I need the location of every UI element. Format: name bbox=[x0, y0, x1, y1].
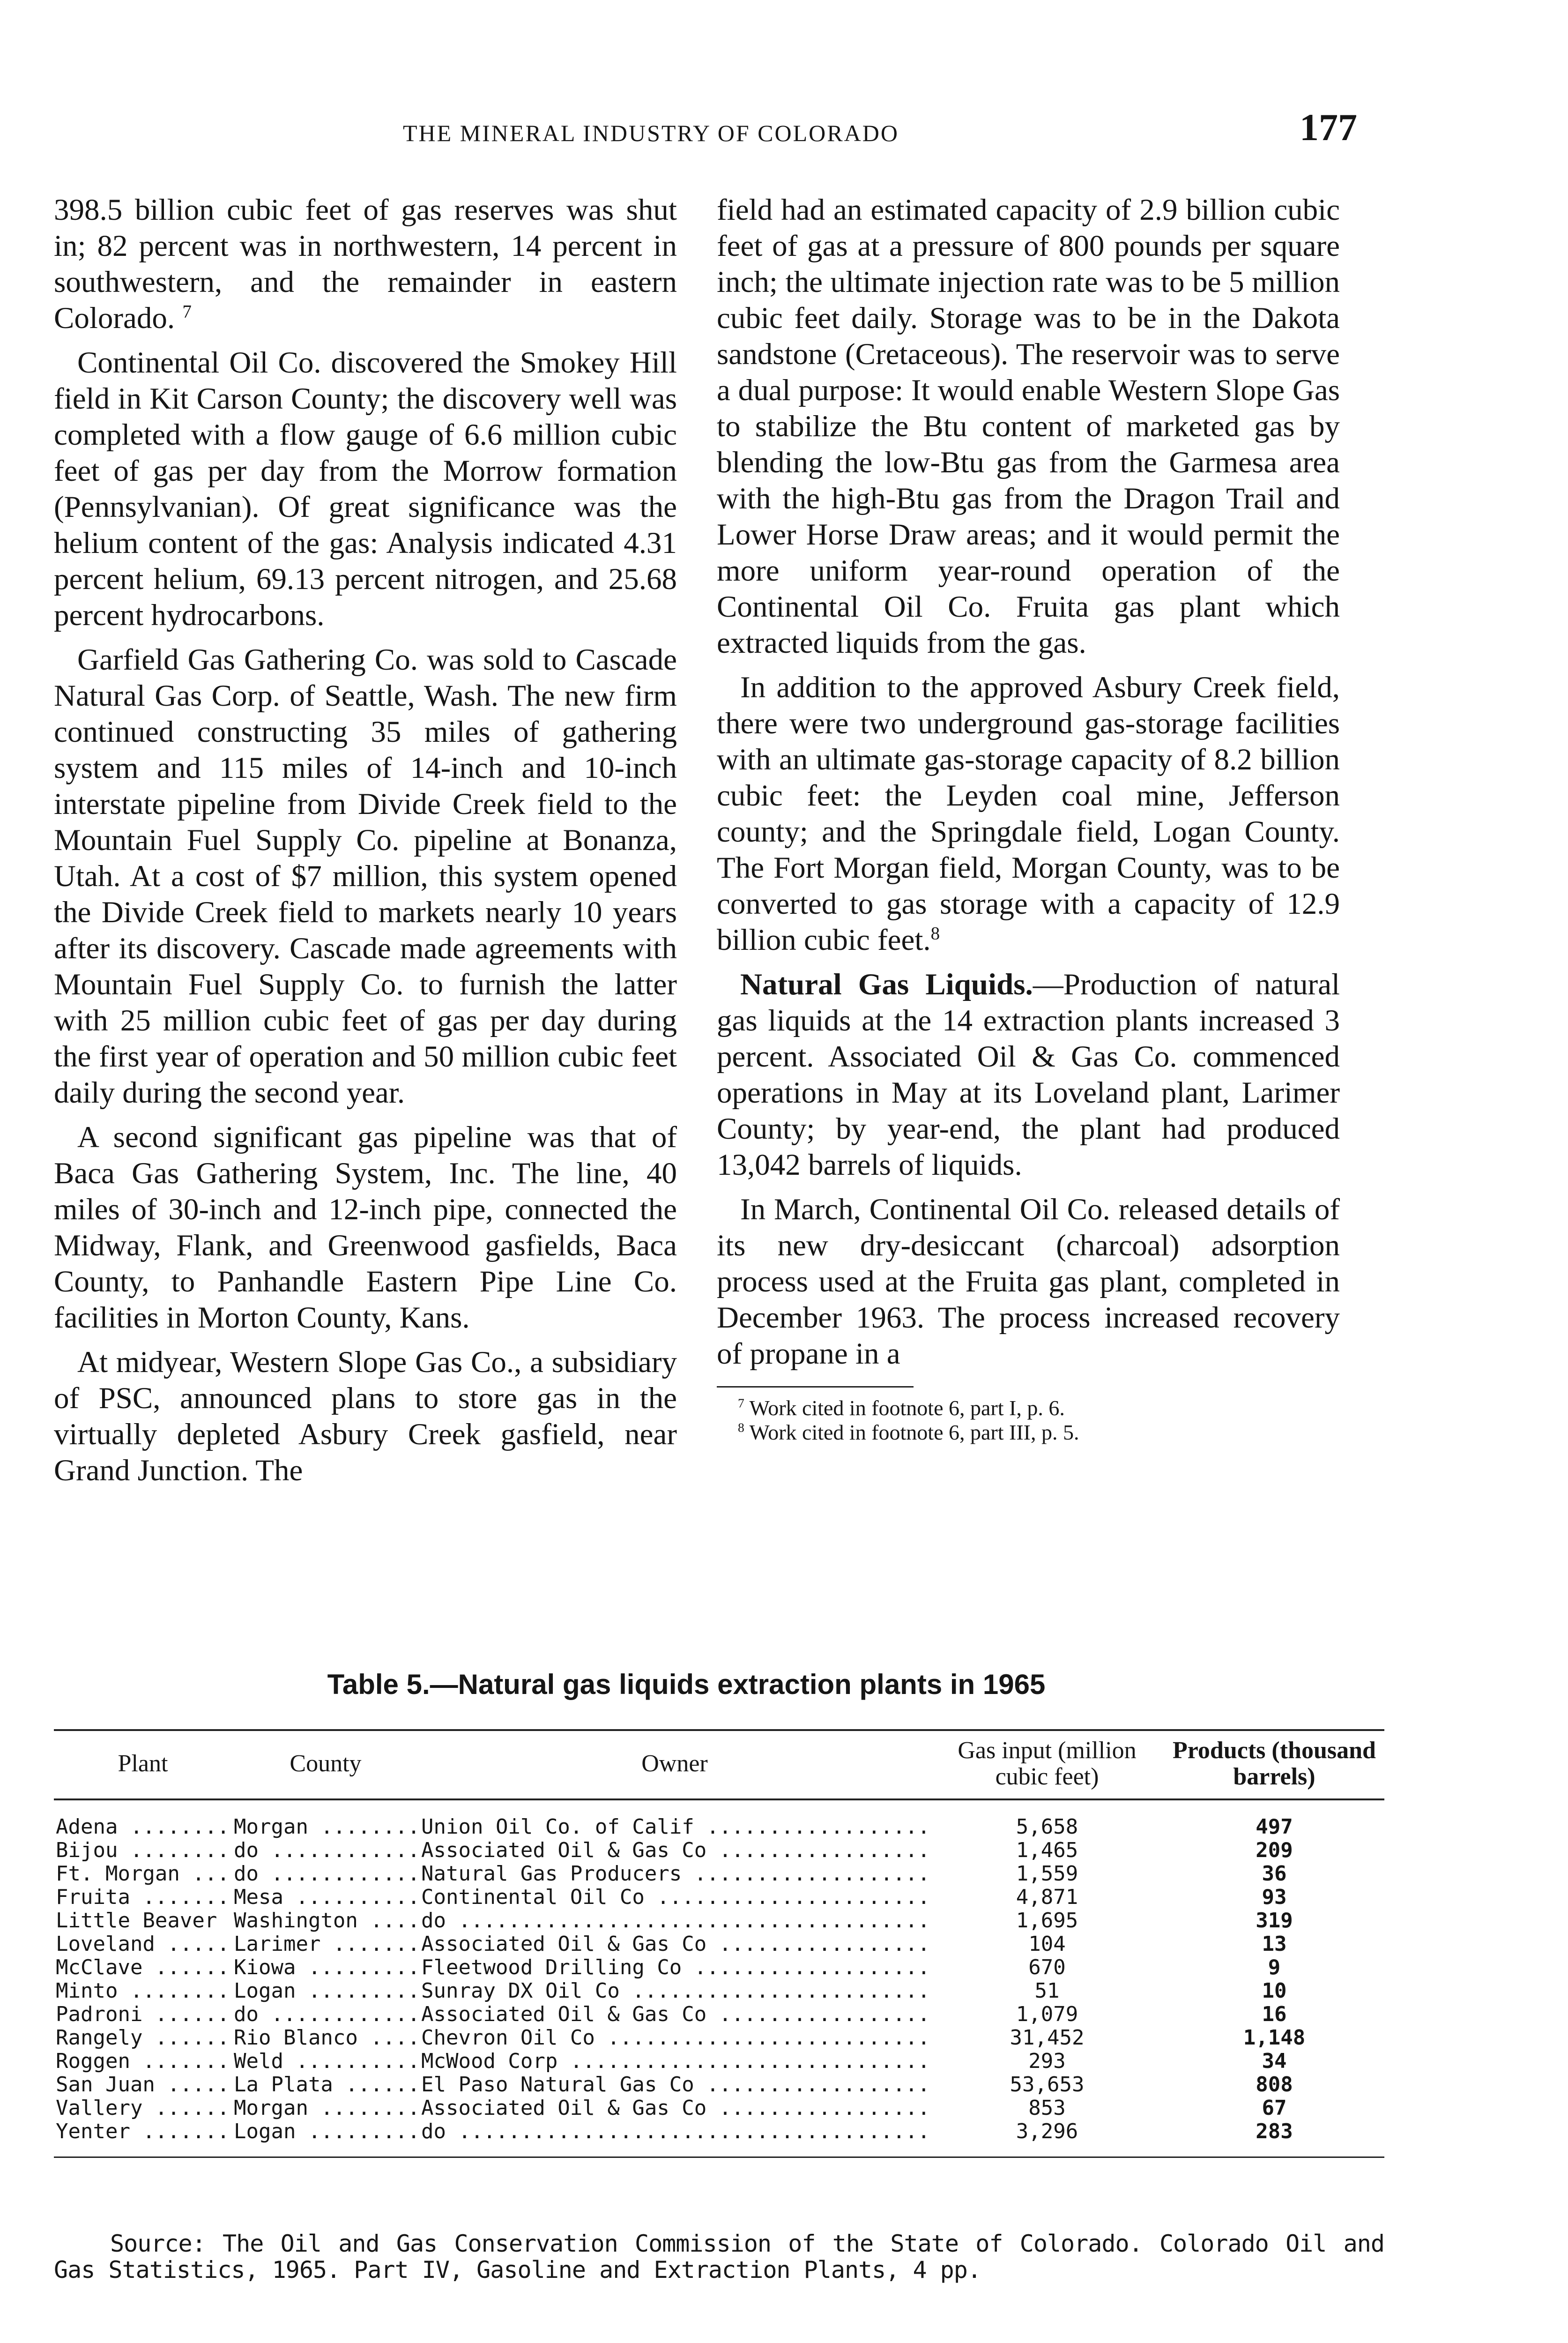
cell-plant-text: Adena ..... bbox=[56, 1815, 232, 1839]
footnote-mark: 8 bbox=[738, 1420, 744, 1435]
cell-owner bbox=[419, 2073, 930, 2097]
cell-gas-input: 1,465 bbox=[1016, 1839, 1078, 1862]
cell-products: 1,148 bbox=[1243, 2026, 1306, 2050]
cell-county-text: Morgan ..... bbox=[234, 1815, 419, 1839]
cell-owner-text: Union Oil Co. of Calif ..... bbox=[421, 1815, 930, 1839]
footnote bbox=[717, 1420, 1340, 1445]
left-column bbox=[54, 192, 677, 1497]
header-gas-input: Gas input (million cubic feet) bbox=[930, 1730, 1164, 1799]
cell-owner-text: Chevron Oil Co ..... bbox=[421, 2026, 930, 2050]
footnote-ref: 8 bbox=[930, 923, 940, 944]
table-row bbox=[54, 2097, 1384, 2120]
extraction-plants-table bbox=[54, 1729, 1384, 2158]
cell-owner bbox=[419, 2097, 930, 2120]
table-row bbox=[54, 2120, 1384, 2157]
cell-county bbox=[232, 1862, 419, 1886]
cell-products: 93 bbox=[1262, 1886, 1287, 1909]
page-number: 177 bbox=[1300, 106, 1357, 149]
cell-plant-text: Rangely ..... bbox=[56, 2026, 232, 2050]
footnote-text: Work cited in footnote 6, part I, p. 6. bbox=[749, 1396, 1065, 1420]
cell-plant bbox=[54, 1979, 232, 2003]
cell-gas-input: 670 bbox=[1028, 1956, 1066, 1979]
footnote-ref: 7 bbox=[182, 301, 192, 322]
footnotes bbox=[717, 1396, 1340, 1445]
table-source-note bbox=[54, 2231, 1384, 2283]
cell-plant bbox=[54, 2073, 232, 2097]
cell-owner-text: Associated Oil & Gas Co ..... bbox=[421, 1933, 930, 1956]
table-body bbox=[54, 1799, 1384, 2157]
cell-plant-text: Vallery ..... bbox=[56, 2097, 232, 2120]
source-text: Source: The Oil and Gas Conservation Commission of the State of Colorado. Colorado Oil and Gas Statistics, 1965. Part IV, Gasoline and Extraction Plants, 4 pp. bbox=[54, 2230, 1384, 2283]
cell-plant-text: Padroni ..... bbox=[56, 2003, 232, 2026]
paragraph bbox=[54, 192, 677, 336]
paragraph: Garfield Gas Gathering Co. was sold to Cascade Natural Gas Corp. of Seattle, Wash. The new firm continued constructing 35 miles of gathering system and 115 miles of 14-inch and 10-inch interstate pipeline from Divide Creek field to the Mountain Fuel Supply Co. pipeline at Bonanza, Utah. At a cost of $7 million, this system opened the Divide Creek field to markets nearly 10 years after its discovery. Cascade made agreements with Mountain Fuel Supply Co. to furnish the latter with 25 million cubic feet of gas per day during the first year of operation and 50 million cubic feet daily during the second year. bbox=[54, 643, 677, 1110]
cell-gas-input: 3,296 bbox=[930, 2120, 1164, 2157]
cell-county bbox=[232, 2026, 419, 2050]
table-row bbox=[54, 1862, 1384, 1886]
cell-county-text: Logan ..... bbox=[234, 2120, 419, 2143]
cell-products: 808 bbox=[1256, 2073, 1293, 2097]
table-row bbox=[54, 1909, 1384, 1933]
running-head: THE MINERAL INDUSTRY OF COLORADO bbox=[403, 120, 899, 146]
table-row bbox=[54, 1839, 1384, 1862]
cell-gas-input: 293 bbox=[1028, 2050, 1066, 2073]
cell-owner-text: Fleetwood Drilling Co ..... bbox=[421, 1956, 930, 1979]
cell-plant-text: Minto ..... bbox=[56, 1979, 232, 2003]
cell-county-text: Morgan ..... bbox=[234, 2097, 419, 2120]
cell-plant bbox=[54, 2003, 232, 2026]
cell-owner bbox=[419, 1956, 930, 1979]
table-row bbox=[54, 1799, 1384, 1839]
cell-owner-text: McWood Corp ..... bbox=[421, 2050, 930, 2073]
footnote bbox=[717, 1396, 1340, 1420]
cell-plant-text: Yenter ..... bbox=[56, 2120, 232, 2143]
paragraph: At midyear, Western Slope Gas Co., a subsidiary of PSC, announced plans to store gas in the virtually depleted Asbury Creek gasfield, near Grand Junction. The bbox=[54, 1345, 677, 1487]
cell-plant-text: San Juan ..... bbox=[56, 2073, 232, 2097]
cell-county bbox=[232, 2120, 419, 2157]
cell-gas-input: 53,653 bbox=[1010, 2073, 1085, 2097]
cell-county-text: do ..... bbox=[234, 2003, 419, 2026]
table-row bbox=[54, 2073, 1384, 2097]
cell-owner bbox=[419, 1839, 930, 1862]
section-heading: Natural Gas Liquids. bbox=[740, 968, 1033, 1001]
right-column bbox=[717, 192, 1340, 1445]
table-row bbox=[54, 1956, 1384, 1979]
cell-plant bbox=[54, 2097, 232, 2120]
cell-plant bbox=[54, 2120, 232, 2157]
header-plant: Plant bbox=[54, 1730, 232, 1799]
cell-gas-input: 31,452 bbox=[1010, 2026, 1085, 2050]
cell-products: 319 bbox=[1256, 1909, 1293, 1933]
cell-owner-text: Continental Oil Co ..... bbox=[421, 1886, 930, 1909]
cell-gas-input: 1,079 bbox=[1016, 2003, 1078, 2026]
cell-owner bbox=[419, 2050, 930, 2073]
paragraph: A second significant gas pipeline was that of Baca Gas Gathering System, Inc. The line, 40 miles of 30-inch and 12-inch pipe, connected the Midway, Flank, and Greenwood gasfields, Baca County, to Panhandle Eastern Pipe Line Co. facilities in Morton County, Kans. bbox=[54, 1120, 677, 1335]
cell-plant-text: Fruita ..... bbox=[56, 1886, 232, 1909]
cell-gas-input: 1,559 bbox=[1016, 1862, 1078, 1886]
cell-products: 36 bbox=[1262, 1862, 1287, 1886]
cell-owner bbox=[419, 1979, 930, 2003]
cell-county bbox=[232, 1979, 419, 2003]
cell-owner bbox=[419, 1909, 930, 1933]
cell-county-text: Larimer ..... bbox=[234, 1933, 419, 1956]
table-row bbox=[54, 2050, 1384, 2073]
paragraph: field had an estimated capacity of 2.9 billion cubic feet of gas at a pressure of 800 pounds per square inch; the ultimate injection rate was to be 5 million cubic feet daily. Storage was to be in the Dakota sandstone (Cretaceous). The reservoir was to serve a dual purpose: It would enable Western Slope Gas to stabilize the Btu content of marketed gas by blending the low-Btu gas from the Garmesa area with the high-Btu gas from the Dragon Trail and Lower Horse Draw areas; and it would permit the more uniform year-round operation of the Continental Oil Co. Fruita gas plant which extracted liquids from the gas. bbox=[717, 193, 1340, 660]
paragraph bbox=[717, 670, 1340, 958]
cell-owner bbox=[419, 2120, 930, 2157]
cell-county bbox=[232, 1839, 419, 1862]
cell-county bbox=[232, 1799, 419, 1839]
cell-county bbox=[232, 2050, 419, 2073]
paragraph-text: —Production of natural gas liquids at the 14 extraction plants increased 3 percent. Associated Oil & Gas Co. commenced operations in May at its Loveland plant, Larimer County; by year-end, the plant had produced 13,042 barrels of liquids. bbox=[717, 968, 1340, 1182]
cell-county-text: Kiowa ..... bbox=[234, 1956, 419, 1979]
cell-plant-text: Bijou ..... bbox=[56, 1839, 232, 1862]
cell-plant-text: McClave ..... bbox=[56, 1956, 232, 1979]
cell-owner-text: Associated Oil & Gas Co ..... bbox=[421, 2003, 930, 2026]
cell-plant bbox=[54, 1839, 232, 1862]
cell-products: 9 bbox=[1268, 1956, 1281, 1979]
paragraph bbox=[717, 967, 1340, 1183]
cell-owner-text: Sunray DX Oil Co ..... bbox=[421, 1979, 930, 2003]
cell-county-text: La Plata ..... bbox=[234, 2073, 419, 2097]
cell-plant bbox=[54, 1799, 232, 1839]
table-row bbox=[54, 2026, 1384, 2050]
cell-plant bbox=[54, 1862, 232, 1886]
footnote-text: Work cited in footnote 6, part III, p. 5. bbox=[749, 1420, 1079, 1444]
cell-county bbox=[232, 1933, 419, 1956]
cell-county-text: Logan ..... bbox=[234, 1979, 419, 2003]
cell-products: 13 bbox=[1262, 1933, 1287, 1956]
cell-plant bbox=[54, 1886, 232, 1909]
cell-gas-input: 104 bbox=[1028, 1933, 1066, 1956]
cell-county bbox=[232, 2073, 419, 2097]
cell-county bbox=[232, 1956, 419, 1979]
paragraph-text: In addition to the approved Asbury Creek field, there were two underground gas-storage facilities with an ultimate gas-storage capacity of 8.2 billion cubic feet: the Leyden coal mine, Jefferson county; and the Springdale field, Logan County. The Fort Morgan field, Morgan County, was to be converted to gas storage with a capacity of 12.9 billion cubic feet. bbox=[717, 671, 1340, 957]
cell-county-text: do ..... bbox=[234, 1862, 419, 1886]
cell-plant bbox=[54, 2050, 232, 2073]
cell-products: 16 bbox=[1262, 2003, 1287, 2026]
cell-owner-text: Associated Oil & Gas Co ..... bbox=[421, 1839, 930, 1862]
cell-county-text: Weld ..... bbox=[234, 2050, 419, 2073]
cell-county-text: do ..... bbox=[234, 1839, 419, 1862]
cell-plant bbox=[54, 1933, 232, 1956]
cell-county-text: Washington ..... bbox=[234, 1909, 419, 1933]
cell-gas-input: 4,871 bbox=[1016, 1886, 1078, 1909]
table-row bbox=[54, 1979, 1384, 2003]
cell-products: 10 bbox=[1262, 1979, 1287, 2003]
paragraph: Continental Oil Co. discovered the Smokey Hill field in Kit Carson County; the discovery well was completed with a flow gauge of 6.6 million cubic feet of gas per day from the Morrow formation (Pennsylvanian). Of great significance was the helium content of the gas: Analysis indicated 4.31 percent helium, 69.13 percent nitrogen, and 25.68 percent hydrocarbons. bbox=[54, 346, 677, 632]
table-header-row bbox=[54, 1730, 1384, 1799]
cell-owner-text: El Paso Natural Gas Co ..... bbox=[421, 2073, 930, 2097]
cell-county bbox=[232, 2097, 419, 2120]
cell-owner-text: Associated Oil & Gas Co ..... bbox=[421, 2097, 930, 2120]
cell-county-text: Rio Blanco ..... bbox=[234, 2026, 419, 2050]
cell-owner-text: Natural Gas Producers ..... bbox=[421, 1862, 930, 1886]
table-row bbox=[54, 2003, 1384, 2026]
cell-plant bbox=[54, 1956, 232, 1979]
header-owner: Owner bbox=[419, 1730, 930, 1799]
cell-plant bbox=[54, 1909, 232, 1933]
cell-products: 283 bbox=[1164, 2120, 1384, 2157]
cell-products: 34 bbox=[1262, 2050, 1287, 2073]
cell-plant bbox=[54, 2026, 232, 2050]
table-title: Table 5.—Natural gas liquids extraction plants in 1965 bbox=[327, 1669, 1046, 1700]
cell-gas-input: 5,658 bbox=[1016, 1815, 1078, 1839]
cell-plant-text: Roggen ..... bbox=[56, 2050, 232, 2073]
cell-gas-input: 1,695 bbox=[1016, 1909, 1078, 1933]
cell-owner-text: do ..... bbox=[421, 1909, 930, 1933]
cell-owner bbox=[419, 1799, 930, 1839]
cell-owner bbox=[419, 2026, 930, 2050]
cell-owner bbox=[419, 1886, 930, 1909]
cell-owner bbox=[419, 1862, 930, 1886]
cell-plant-text: Ft. Morgan ..... bbox=[56, 1862, 232, 1886]
cell-products: 209 bbox=[1256, 1839, 1293, 1862]
header-products: Products (thousand barrels) bbox=[1164, 1730, 1384, 1799]
table-row bbox=[54, 1933, 1384, 1956]
table-row bbox=[54, 1886, 1384, 1909]
cell-plant-text: Loveland ..... bbox=[56, 1933, 232, 1956]
cell-county-text: Mesa ..... bbox=[234, 1886, 419, 1909]
cell-gas-input: 853 bbox=[1028, 2097, 1066, 2120]
cell-gas-input: 51 bbox=[1034, 1979, 1060, 2003]
paragraph: In March, Continental Oil Co. released details of its new dry-desiccant (charcoal) adsorption process used at the Fruita gas plant, completed in December 1963. The process increased recovery of propane in a bbox=[717, 1193, 1340, 1371]
header-county: County bbox=[232, 1730, 419, 1799]
cell-county bbox=[232, 2003, 419, 2026]
paragraph-text: 398.5 billion cubic feet of gas reserves was shut in; 82 percent was in northwestern, 14 percent in southwestern, and the remainder in eastern Colorado. bbox=[54, 193, 677, 335]
cell-plant-text: Little Beaver ..... bbox=[56, 1909, 232, 1933]
cell-products: 67 bbox=[1262, 2097, 1287, 2120]
cell-county bbox=[232, 1909, 419, 1933]
cell-owner bbox=[419, 2003, 930, 2026]
cell-products: 497 bbox=[1256, 1815, 1293, 1839]
cell-county bbox=[232, 1886, 419, 1909]
footnote-mark: 7 bbox=[738, 1395, 744, 1410]
cell-owner bbox=[419, 1933, 930, 1956]
cell-owner-text: do ..... bbox=[421, 2120, 930, 2143]
footnote-rule bbox=[717, 1386, 1079, 1445]
